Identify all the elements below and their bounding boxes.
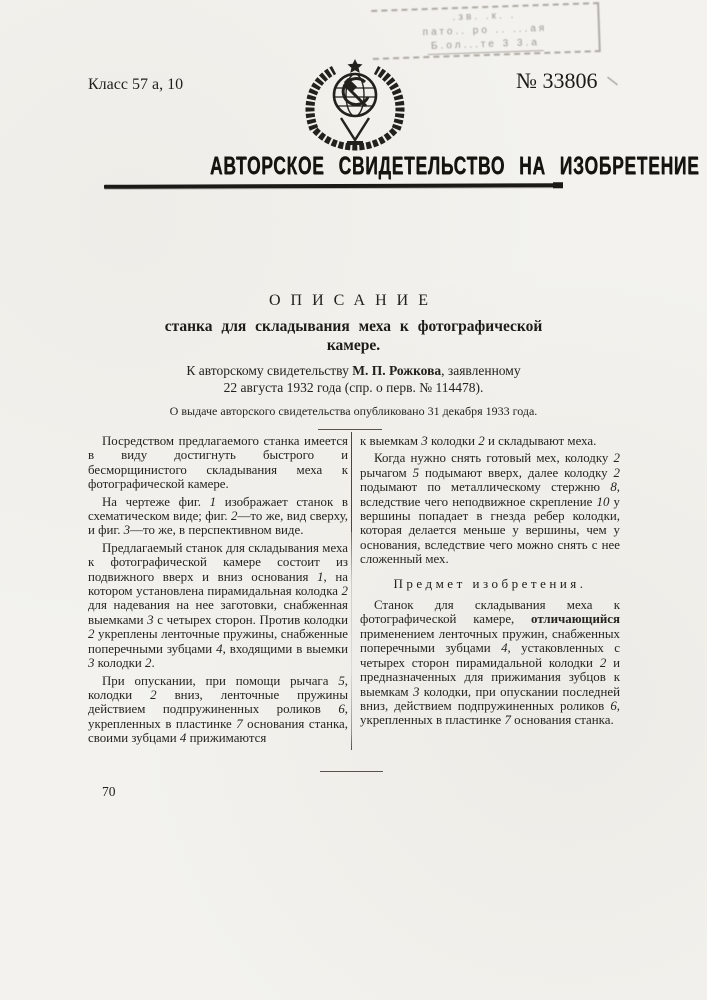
ussr-emblem-icon (297, 57, 413, 151)
separator-rule (318, 429, 382, 430)
byline-line-2: 22 августа 1932 года (спр. о перв. № 114478). (223, 379, 484, 395)
stamp-line: .зв. .к. . (452, 9, 517, 24)
end-rule (320, 771, 383, 772)
library-stamp (371, 2, 601, 60)
pencil-mark (607, 76, 618, 86)
doc-type-text: АВТОРСКОЕ СВИДЕТЕЛЬСТВО НА ИЗОБРЕТЕНИЕ (209, 152, 700, 180)
claims-heading: Предмет изобретения. (393, 575, 587, 591)
byline-author: М. П. Рожкова (352, 363, 442, 378)
subject-line-1: станка для складывания меха к фотографической (164, 318, 543, 335)
byline-suffix: , заявленному (441, 363, 521, 378)
body-right-column (360, 434, 620, 728)
publication-note: О выдаче авторского свидетельства опубликовано 31 декабря 1933 года. (169, 404, 538, 418)
byline-line-1 (95, 363, 612, 380)
page-number: 70 (102, 784, 116, 799)
column-divider (351, 432, 352, 750)
class-label: Класс 57 а, 10 (88, 76, 184, 93)
claim-suffix: применением ленточных пружин, снабженных поперечными зубцами 4, устаковленных с четырех сторон пирамидальной колодки 2 и предназначенных для прижимания зубцов к выемкам 3 колодки, при опускании последней вниз, действием подпружиненных роликов 6, укрепленных в пластинке 7 основания станка. (360, 626, 621, 728)
paragraph: к выемкам 3 колодки 2 и складывают меха. (360, 434, 597, 448)
paragraph: Посредством предлагаемого станка имеется в виду достигнуть быстрого и бесморщинистого складывания меха к фотографической камере. (88, 434, 348, 492)
description-heading: ОПИСАНИЕ (269, 292, 438, 309)
claim-paragraph (360, 598, 620, 728)
claim-keyword: отличающийся (531, 612, 620, 627)
body-left-column (88, 434, 348, 746)
banner-rule (104, 183, 563, 189)
stamp-line: пато.. ро .. ...ая (422, 22, 548, 39)
stamp-line: Б.ол...те 3 3.а (427, 36, 544, 55)
byline (95, 363, 612, 396)
invention-subject (110, 317, 597, 355)
paragraph: При опускании, при помощи рычага 5, колодки 2 вниз, ленточные пружины действием подпружиненных роликов 6, укрепленных в пластинке 7 основания станка, своими зубцами 4 прижимаются (88, 673, 348, 746)
claim-prefix: Станок для складывания меха к фотографической камере, (360, 598, 620, 627)
paragraph: Предлагаемый станок для складывания меха к фотографической камере состоит из подвижного вверх и вниз основания 1, на котором установлена пирамидальная колодка 2 для надевания на нее заготовки, снабженная выемками 3 с четырех сторон. Против колодки 2 укреплены ленточные пружины, снабженные поперечными зубцами 4, входящими в выемки 3 колодки 2. (88, 540, 349, 671)
subject-line-2: камере. (326, 337, 381, 354)
paragraph: Когда нужно снять готовый мех, колодку 2 рычагом 5 подымают вверх, далее колодку 2 подымают по металлическому стержню 8, вследствие чего неподвижное скрепление 10 у вершины попадает в гнезда ребер колодки, которая делается меньше у вершины, чем у основания, вследствие чего можно снять с нее сложенный мех. (360, 451, 620, 567)
paragraph: На чертеже фиг. 1 изображает станок в схематическом виде; фиг. 2—то же, вид сверху, и фиг. 3—то же, в перспективном виде. (88, 494, 349, 538)
byline-prefix: К авторскому свидетельству (186, 363, 353, 378)
doc-type-banner (105, 152, 700, 181)
patent-number: № 33806 (516, 68, 598, 93)
